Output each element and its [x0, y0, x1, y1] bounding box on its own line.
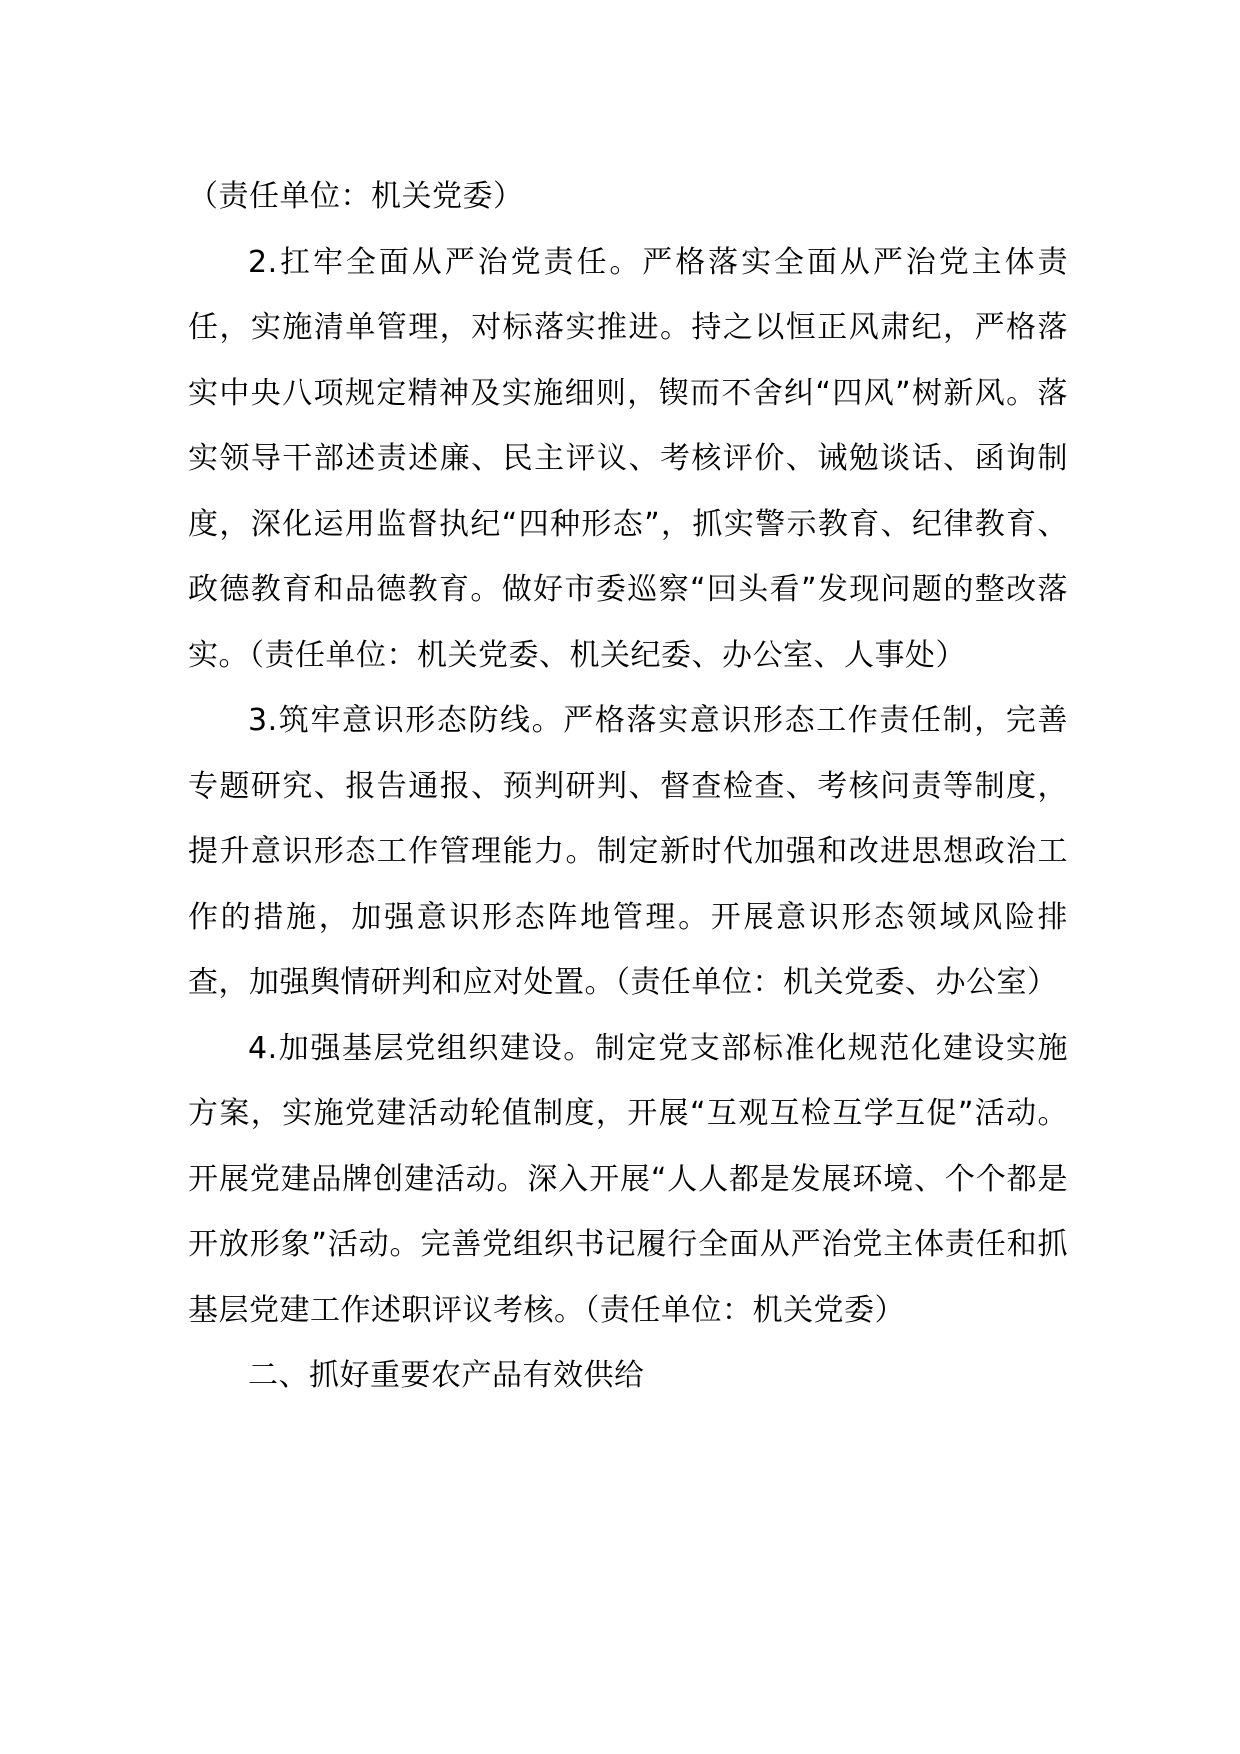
paragraph-responsibility-note: （责任单位：机关党委）	[188, 179, 524, 214]
document-body	[188, 164, 1068, 1409]
paragraph-item-4: 4.加强基层党组织建设。制定党支部标准化规范化建设实施方案，实施党建活动轮值制度，开展“互观互检互学互促”活动。开展党建品牌创建活动。深入开展“人人都是发展环境、个个都是开放形象”活动。完善党组织书记履行全面从严治党主体责任和抓基层党建工作述职评议考核。（责任单位：机关党委）	[188, 1030, 1068, 1328]
section-heading: 二、抓好重要农产品有效供给	[248, 1358, 645, 1393]
paragraph-item-3: 3.筑牢意识形态防线。严格落实意识形态工作责任制，完善专题研究、报告通报、预判研判、督查检查、考核问责等制度，提升意识形态工作管理能力。制定新时代加强和改进思想政治工作的措施，加强意识形态阵地管理。开展意识形态领域风险排查，加强舆情研判和应对处置。（责任单位：机关党委、办公室）	[188, 703, 1068, 1000]
paragraph-item-2: 2.扛牢全面从严治党责任。严格落实全面从严治党主体责任，实施清单管理，对标落实推进。持之以恒正风肃纪，严格落实中央八项规定精神及实施细则，锲而不舍纠“四风”树新风。落实领导干部述责述廉、民主评议、考核评价、诫勉谈话、函询制度，深化运用监督执纪“四种形态”，抓实警示教育、纪律教育、政德教育和品德教育。做好市委巡察“回头看”发现问题的整改落实。（责任单位：机关党委、机关纪委、办公室、人事处）	[188, 244, 1068, 673]
